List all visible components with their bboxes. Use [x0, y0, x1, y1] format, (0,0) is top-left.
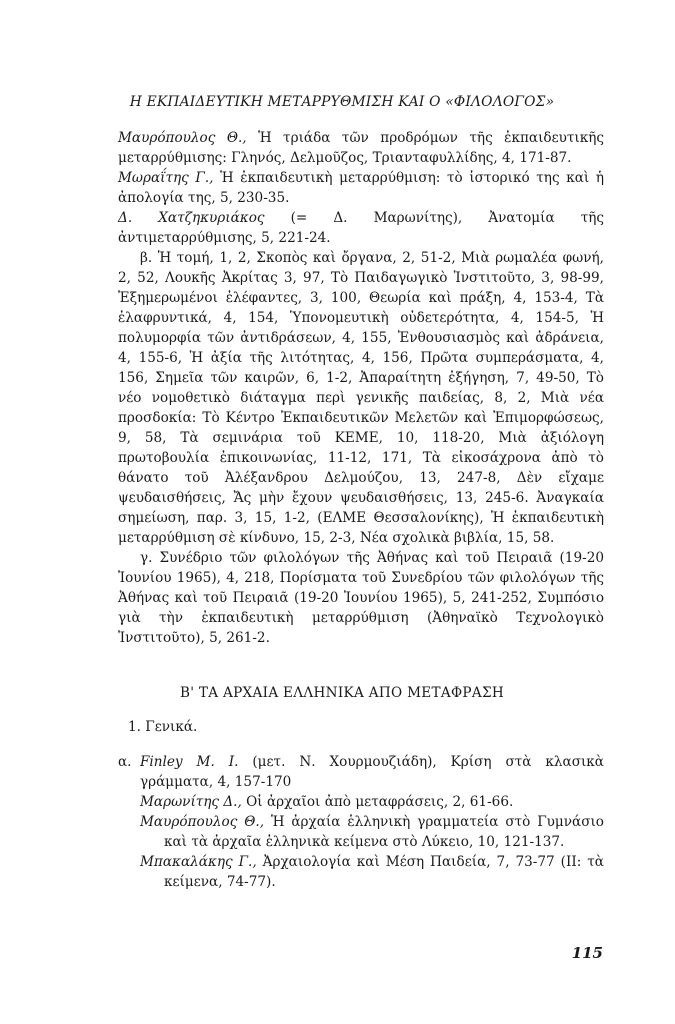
entry-author: Finley M. I.	[140, 754, 239, 770]
entry-label: α.	[118, 754, 132, 770]
bib-entry	[118, 812, 604, 852]
subheading: 1. Γενικά.	[128, 719, 198, 735]
bibliography-bottom	[118, 752, 604, 892]
entry-author: Δ. Χατζηκυριάκος	[118, 210, 265, 226]
bib-entry	[118, 752, 604, 792]
bib-entry	[118, 792, 604, 812]
bibliography-top	[118, 128, 604, 648]
bib-entry	[118, 168, 604, 208]
entry-text: Οἱ ἀρχαῖοι ἀπὸ μεταφράσεις, 2, 61-66.	[241, 794, 514, 810]
entry-author: Μαρωνίτης Δ.,	[140, 794, 242, 810]
running-head: Η ΕΚΠΑΙΔΕΥΤΙΚΗ ΜΕΤΑΡΡΥΘΜΙΣΗ ΚΑΙ Ο «ΦΙΛΟΛΟΓΟΣ»	[129, 94, 555, 110]
entry-text: (= Δ. Μαρωνίτης), Ἀνατομία τῆς ἀντιμεταρρύθμισης, 5, 221-24.	[118, 210, 604, 246]
bib-entry	[118, 128, 604, 168]
bib-entry	[118, 208, 604, 248]
entry-author: Μπακαλάκης Γ.,	[140, 854, 257, 870]
entry-text: Ἀρχαιολογία καὶ Μέση Παιδεία, 7, 73-77 (II: τὰ κείμενα, 74-77).	[164, 854, 604, 890]
entry-text: Ἡ ἐκπαιδευτικὴ μεταρρύθμιση: τὸ ἱστορικό της καὶ ἡ ἀπολογία της, 5, 230-35.	[118, 170, 604, 206]
page-number: 115	[571, 944, 603, 962]
entry-text: Ἡ ἀρχαία ἑλληνικὴ γραμματεία στὸ Γυμνάσιο καὶ τὰ ἀρχαῖα ἑλληνικὰ κείμενα στὸ Λύκειο, 10, 121-137.	[164, 814, 604, 850]
entry-author: Μαυρόπουλος Θ.,	[118, 130, 247, 146]
entry-author: Μαυρόπουλος Θ.,	[140, 814, 265, 830]
paragraph-beta: β. Ἡ τομή, 1, 2, Σκοπὸς καὶ ὄργανα, 2, 51-2, Μιὰ ρωμαλέα φωνή, 2, 52, Λουκῆς Ἀκρίτας 3, 97, Τὸ Παιδαγωγικὸ Ἰνστιτοῦτο, 3, 98-99, Ἐξημερωμένοι ἐλέφαντες, 3, 100, Θεωρία καὶ πράξη, 4, 153-4, Τὰ ἐλαφρυντικά, 4, 154, Ὑπονομευτικὴ οὐδετερότητα, 4, 154-5, Ἡ πολυμορφία τῶν ἀντιδράσεων, 4, 155, Ἐνθουσιασμὸς καὶ ἀδράνεια, 4, 155-6, Ἡ ἀξία τῆς λιτότητας, 4, 156, Πρῶτα συμπεράσματα, 4, 156, Σημεῖα τῶν καιρῶν, 6, 1-2, Ἀπαραίτητη ἐξήγηση, 7, 49-50, Τὸ νέο νομοθετικὸ διάταγμα περὶ γενικῆς παιδείας, 8, 2, Μιὰ νέα προσδοκία: Τὸ Κέντρο Ἐκπαιδευτικῶν Μελετῶν καὶ Ἐπιμορφώσεως, 9, 58, Τὰ σεμινάρια τοῦ ΚΕΜΕ, 10, 118-20, Μιὰ ἀξιόλογη πρωτοβουλία ἐπικοινωνίας, 11-12, 171, Τὰ εἰκοσάχρονα ἀπὸ τὸ θάνατο τοῦ Ἀλέξανδρου Δελμούζου, 13, 247-8, Δὲν εἴχαμε ψευδαισθήσεις, Ἄς μὴν ἔχουν ψευδαισθήσεις, 13, 245-6. Ἀναγκαία σημείωση, παρ. 3, 15, 1-2, (ΕΛΜΕ Θεσσαλονίκης), Ἡ ἐκπαιδευτικὴ μεταρρύθμιση σὲ κίνδυνο, 15, 2-3, Νέα σχολικὰ βιβλία, 15, 58.	[118, 250, 604, 546]
entry-text: Ἡ τριάδα τῶν προδρόμων τῆς ἐκπαιδευτικῆς μεταρρύθμισης: Γληνός, Δελμοῦζος, Τριανταφυλλίδης, 4, 171-87.	[118, 130, 604, 166]
section-title: Β' ΤΑ ΑΡΧΑΙΑ ΕΛΛΗΝΙΚΑ ΑΠΟ ΜΕΤΑΦΡΑΣΗ	[179, 685, 505, 701]
paragraph-gamma: γ. Συνέδριο τῶν φιλολόγων τῆς Ἀθήνας καὶ τοῦ Πειραιᾶ (19-20 Ἰουνίου 1965), 4, 218, Πορίσματα τοῦ Συνεδρίου τῶν φιλολόγων τῆς Ἀθήνας καὶ τοῦ Πειραιᾶ (19-20 Ἰουνίου 1965), 5, 241-252, Συμπόσιο γιὰ τὴν ἐκπαιδευτικὴ μεταρρύθμιση (Ἀθηναϊκὸ Τεχνολογικὸ Ἰνστιτοῦτο), 5, 261-2.	[118, 550, 604, 646]
entry-author: Μωραΐτης Γ.,	[118, 170, 214, 186]
bib-entry	[118, 852, 604, 892]
entry-text: (μετ. Ν. Χουρμουζιάδη), Κρίση στὰ κλασικὰ γράμματα, 4, 157-170	[140, 754, 604, 790]
